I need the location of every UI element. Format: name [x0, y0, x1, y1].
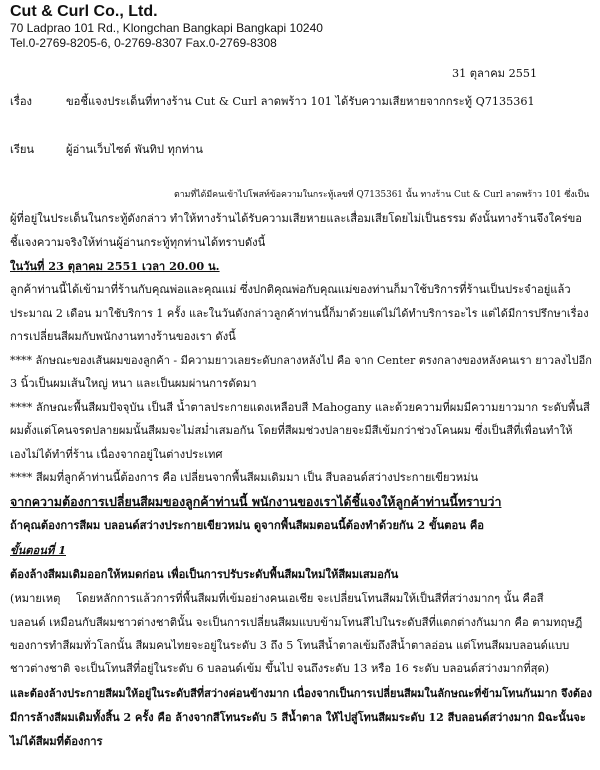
hair-color-note: ผมตั้งแต่โคนจรดปลายผมนั้นสีผมจะไม่สม่ำเสมอกัน โดยที่สีผมช่วงปลายจะมีสีเข้มกว่าช่วงโคนผม ซึ่งเป็นสีที่เพื่อนทำให้ — [10, 424, 573, 437]
note-line: โดยหลักการแล้วการที่พื้นสีผมที่เข้มอย่างคนเอเชีย จะเปลี่ยนโทนสีผมให้เป็นสีที่สว่างมากๆ นั้น คือสี — [76, 592, 544, 605]
intro-line: ผู้ที่อยู่ในประเด็นในกระทู้ดังกล่าว ทำให้ทางร้านได้รับความเสียหายและเสื่อมเสียโดยไม่เป็นธรรม ดังนั้นทางร้านจึงใคร่ขอ — [10, 212, 582, 225]
intro-line: ชี้แจงความจริงให้ท่านผู้อ่านกระทู้ทุกท่านได้ทราบดังนี้ — [10, 236, 266, 249]
step1-text: ต้องล้างสีผมเดิมออกให้หมดก่อน เพื่อเป็นการปรับระดับพื้นสีผมใหม่ให้สีผมเสมอกัน — [10, 567, 399, 581]
subject-text: ขอชี้แจงประเด็นที่ทางร้าน Cut & Curl ลาดพร้าว 101 ได้รับความเสียหายจากกระทู้ Q7135361 — [66, 95, 535, 108]
hair-length-note: 3 นิ้วเป็นผมเส้นใหญ่ หนา และเป็นผมผ่านการดัดมา — [10, 377, 257, 390]
note-line: ของการทำสีผมทั่วโลกนั้น สีผมคนไทยจะอยู่ในระดับ 3 ถึง 5 โทนสีน้ำตาลเข้มถึงสีน้ำตาลอ่อน แต่โทนสีผมบลอนด์แบบ — [10, 639, 570, 652]
salutation-label: เรียน — [10, 143, 35, 156]
final-line: มีการล้างสีผมเดิมทั้งสิ้น 2 ครั้ง คือ ล้างจากสีโทนระดับ 5 สีน้ำตาล ให้ไปสู่โทนสีผมระดับ 12 สีบลอนด์สว่างมาก มิฉะนั้นจะ — [10, 711, 586, 724]
letter-date: 31 ตุลาคม 2551 — [452, 67, 538, 80]
note-line: ชาวต่างชาติ จะเป็นโทนสีที่อยู่ในระดับ 6 บลอนด์เข้ม ขึ้นไป จนถึงระดับ 13 หรือ 16 ระดับ บลอนด์สว่างมากที่สุด) — [10, 662, 550, 675]
final-line: ไม่ได้สีผมที่ต้องการ — [10, 734, 103, 748]
desired-color-note: **** สีผมที่ลูกค้าท่านนี้ต้องการ คือ เปลี่ยนจากพื้นสีผมเดิมมา เป็น สีบลอนด์สว่างประกายเขียวหม่น — [10, 471, 479, 484]
letterhead — [10, 2, 323, 51]
event-line: ลูกค้าท่านนี้ได้เข้ามาที่ร้านกับคุณพ่อและคุณแม่ ซึ่งปกติคุณพ่อกับคุณแม่ของท่านก็มาใช้บริการที่ร้านเป็นประจำอยู่แล้ว — [10, 283, 571, 296]
note-label: (หมายเหตุ — [10, 592, 61, 605]
subject-label: เรื่อง — [10, 95, 33, 108]
section-heading: จากความต้องการเปลี่ยนสีผมของลูกค้าท่านนี้ พนักงานของเราได้ชี้แจงให้ลูกค้าท่านนี้ทราบว่า — [10, 494, 502, 509]
note-line: บลอนด์ เหมือนกับสีผมชาวต่างชาตินั้น จะเป็นการเปลี่ยนสีผมแบบข้ามโทนสีไปในระดับสีที่แตกต่างกันมาก คือ ตามทฤษฎี — [10, 616, 583, 629]
final-line: และต้องล้างประกายสีผมให้อยู่ในระดับสีที่สว่างค่อนข้างมาก เนื่องจากเป็นการเปลี่ยนสีผมในลักษณะที่ข้ามโทนกันมาก จึงต้อง — [10, 687, 592, 700]
salutation-text: ผู้อ่านเว็บไซต์ พันทิป ทุกท่าน — [66, 143, 203, 156]
company-address: 70 Ladprao 101 Rd., Klongchan Bangkapi Bangkapi 10240 — [10, 21, 323, 35]
hair-length-note: **** ลักษณะของเส้นผมของลูกค้า - มีความยาวเลยระดับกลางหลังไป คือ จาก Center ตรงกลางของหลังคนเรา ยาวลงไปอีก — [10, 354, 592, 367]
hair-color-note: **** ลักษณะพื้นสีผมปัจจุบัน เป็นสี น้ำตาลประกายแดงเหลือบสี Mahogany และด้วยความที่ผมมีความยาวมาก ระดับพื้นสี — [10, 401, 590, 414]
company-contact: Tel.0-2769-8205-6, 0-2769-8307 Fax.0-2769-8308 — [10, 36, 277, 50]
step1-label: ขั้นตอนที่ 1 — [10, 543, 66, 557]
event-date: ในวันที่ 23 ตุลาคม 2551 เวลา 20.00 น. — [10, 259, 220, 273]
intro-line: ตามที่ได้มีคนเข้าไปโพสท์ข้อความในกระทู้เลขที่ Q7135361 นั้น ทางร้าน Cut & Curl ลาดพร้าว 101 ซึ่งเป็น — [174, 190, 590, 200]
company-name: Cut & Curl Co., Ltd. — [10, 3, 158, 20]
event-line: ประมาณ 2 เดือน มาใช้บริการ 1 ครั้ง และในวันดังกล่าวลูกค้าท่านนี้ก็มาด้วยแต่ไม่ได้ทำบริการอะไร แต่ได้มีการปรึกษาเรื่อง — [10, 307, 589, 320]
event-line: การเปลี่ยนสีผมกับพนักงานทางร้านของเรา ดังนี้ — [10, 330, 236, 343]
steps-intro: ถ้าคุณต้องการสีผม บลอนด์สว่างประกายเขียวหม่น ดูจากพื้นสีผมตอนนี้ต้องทำด้วยกัน 2 ขั้นตอน คือ — [10, 518, 485, 532]
hair-color-note: เองไม่ได้ทำที่ร้าน เนื่องจากอยู่ในต่างประเทศ — [10, 448, 223, 461]
